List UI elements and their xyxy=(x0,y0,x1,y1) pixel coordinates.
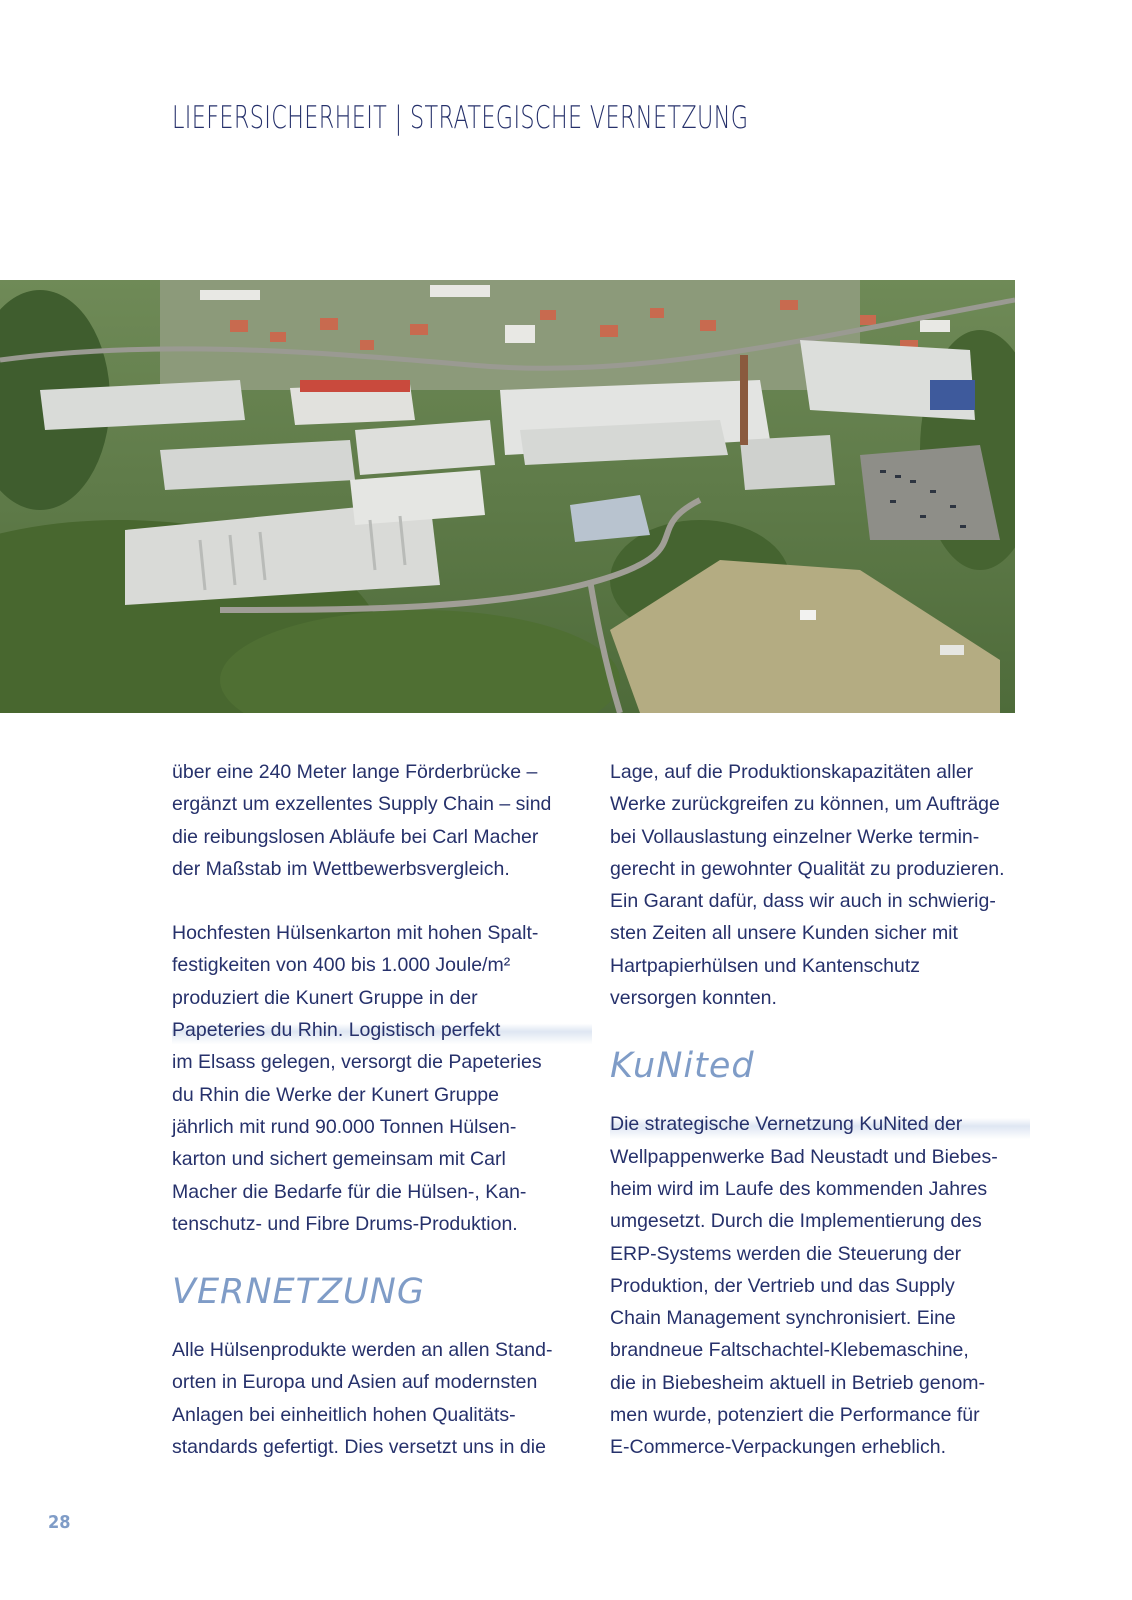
text-line: Hochfesten Hülsenkarton mit hohen Spalt- xyxy=(172,922,539,945)
text-line: orten in Europa und Asien auf modernsten xyxy=(172,1371,538,1394)
text-line: E-Commerce-Verpackungen erheblich. xyxy=(610,1436,946,1459)
page-number: 28 xyxy=(48,1512,71,1533)
text-line: Wellpappenwerke Bad Neustadt und Biebes- xyxy=(610,1145,998,1168)
text-line: sten Zeiten all unsere Kunden sicher mit xyxy=(610,922,958,945)
text-line: Chain Management synchronisiert. Eine xyxy=(610,1307,956,1330)
text-line: Produktion, der Vertrieb und das Supply xyxy=(610,1274,955,1297)
aerial-photo-factory xyxy=(0,280,1015,713)
text-line: über eine 240 Meter lange Förderbrücke – xyxy=(172,761,538,783)
text-line: die reibungslosen Abläufe bei Carl Macher xyxy=(172,825,539,848)
paragraph-huelsenkarton xyxy=(172,917,592,1240)
text-line: standards gefertigt. Dies versetzt uns in die xyxy=(172,1436,546,1459)
text-line: ergänzt um exzellentes Supply Chain – sind xyxy=(172,793,552,816)
text-line: heim wird im Laufe des kommenden Jahres xyxy=(610,1177,988,1200)
section-heading-kunited: KuNited xyxy=(610,1046,755,1087)
text-line: brandneue Faltschachtel-Klebemaschine, xyxy=(610,1339,969,1362)
text-line: die in Biebesheim aktuell in Betrieb genom- xyxy=(610,1371,986,1394)
paragraph-foerderbruecke xyxy=(172,756,592,885)
text-line: Anlagen bei einheitlich hohen Qualitäts- xyxy=(172,1403,516,1426)
text-line: umgesetzt. Durch die Implementierung des xyxy=(610,1210,982,1233)
text-line: karton und sichert gemeinsam mit Carl xyxy=(172,1148,506,1171)
text-line: du Rhin die Werke der Kunert Gruppe xyxy=(172,1083,499,1106)
text-line: ERP-Systems werden die Steuerung der xyxy=(610,1242,962,1265)
paragraph-huelsenprodukte xyxy=(172,1334,592,1463)
text-line: Lage, auf die Produktionskapazitäten aller xyxy=(610,761,974,783)
text-line: festigkeiten von 400 bis 1.000 Joule/m² xyxy=(172,954,511,977)
text-line-highlighted: Die strategische Vernetzung KuNited der xyxy=(610,1108,1030,1140)
text-column-right xyxy=(610,756,1030,1464)
text-line: Ein Garant dafür, dass wir auch in schwierig- xyxy=(610,890,996,913)
text-line: Hartpapierhülsen und Kantenschutz xyxy=(610,954,921,977)
text-line: men wurde, potenziert die Performance für xyxy=(610,1404,980,1427)
text-column-left xyxy=(172,756,592,1463)
text-line: Werke zurückgreifen zu können, um Aufträge xyxy=(610,793,1000,816)
text-line: gerecht in gewohnter Qualität zu produzieren. xyxy=(610,857,1005,880)
text-line: im Elsass gelegen, versorgt die Papeteries xyxy=(172,1051,542,1074)
text-line: produziert die Kunert Gruppe in der xyxy=(172,986,478,1009)
text-line: versorgen konnten. xyxy=(610,987,777,1010)
text-line-highlighted: Papeteries du Rhin. Logistisch perfekt xyxy=(172,1014,592,1046)
paragraph-produktionskapazitaeten xyxy=(610,756,1030,1014)
text-line: tenschutz- und Fibre Drums-Produktion. xyxy=(172,1212,518,1235)
paragraph-kunited xyxy=(610,1108,1030,1463)
text-line: bei Vollauslastung einzelner Werke termin- xyxy=(610,825,980,848)
text-line: jährlich mit rund 90.000 Tonnen Hülsen- xyxy=(172,1115,517,1138)
section-heading-vernetzung: VERNETZUNG xyxy=(172,1272,425,1313)
text-line: der Maßstab im Wettbewerbsvergleich. xyxy=(172,857,510,880)
text-line: Macher die Bedarfe für die Hülsen-, Kan- xyxy=(172,1180,527,1203)
page-title: LIEFERSICHERHEIT | STRATEGISCHE VERNETZUNG xyxy=(172,100,749,136)
text-line: Alle Hülsenprodukte werden an allen Stand- xyxy=(172,1339,553,1362)
